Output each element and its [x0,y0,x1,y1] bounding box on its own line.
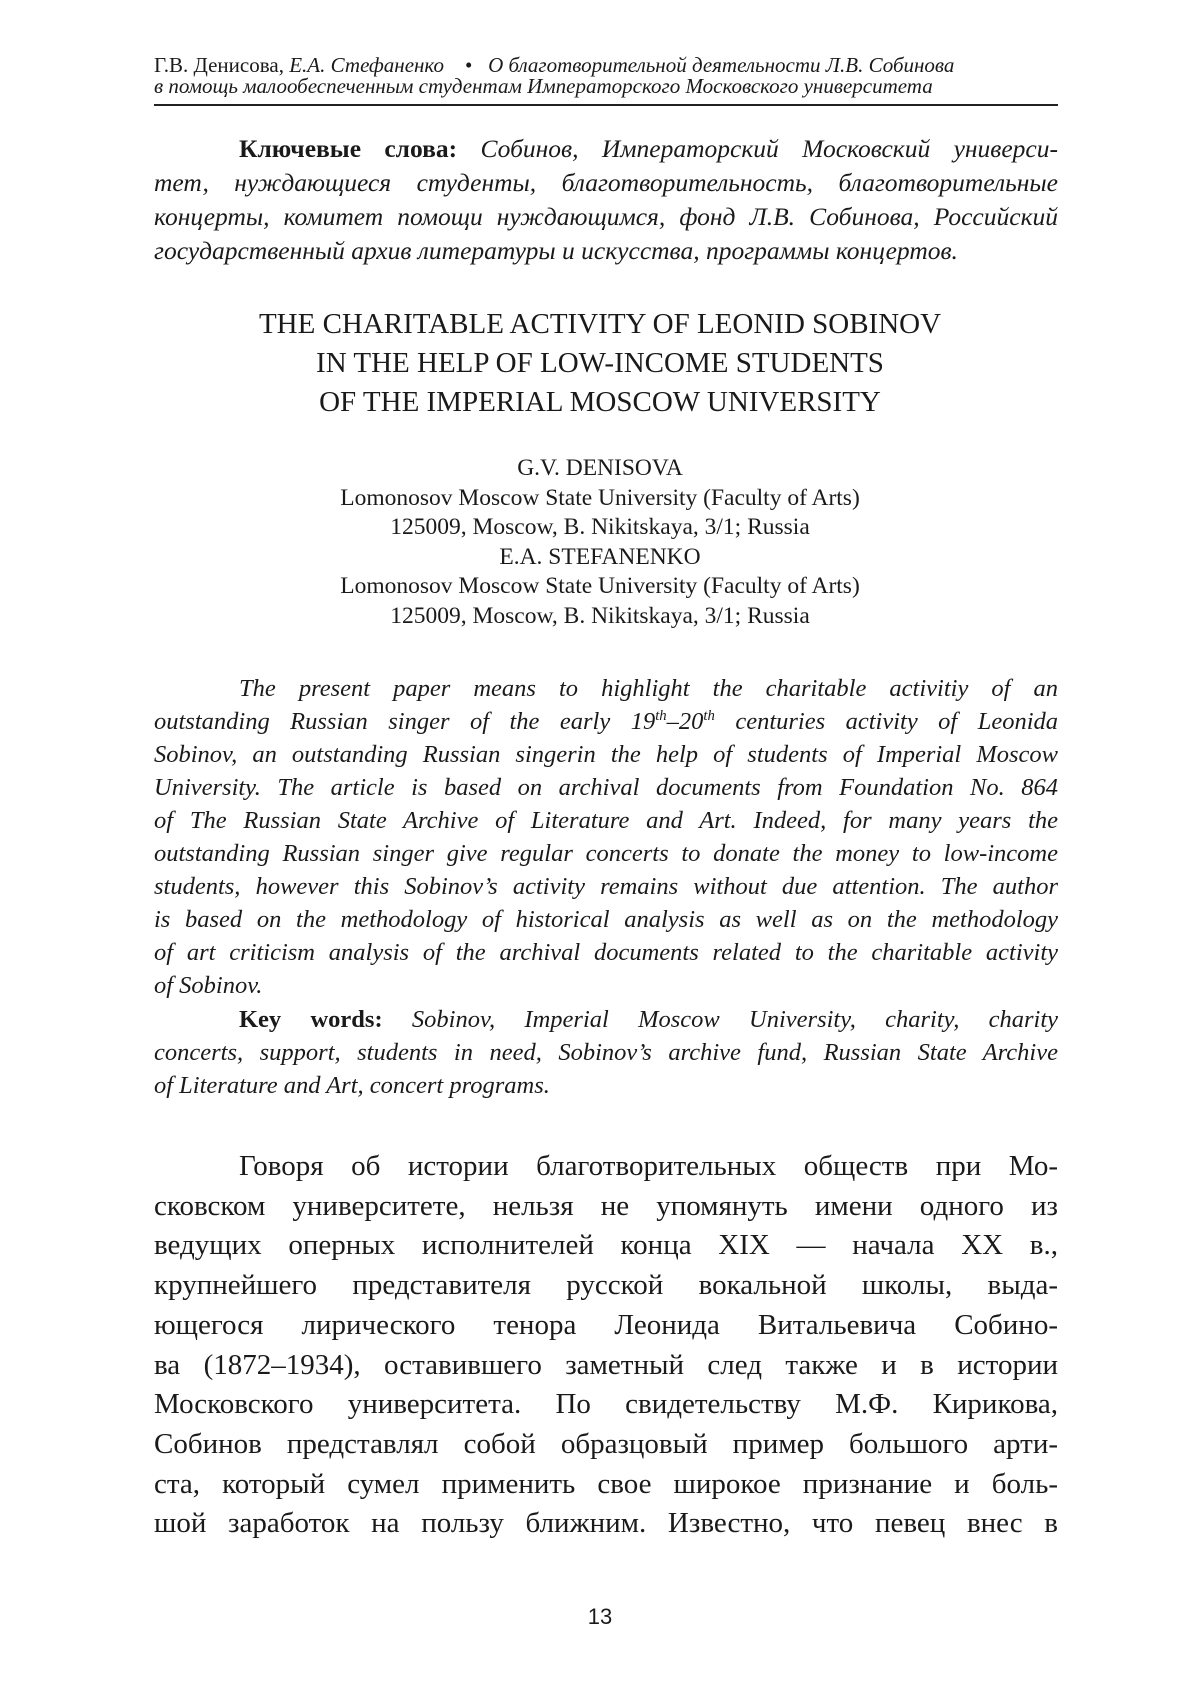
body-line: сковском университете, нельзя не упомянуть имени одного из [154,1187,1058,1227]
abstract-line: students, however this Sobinov’s activity remains without due attention. The author [154,870,1058,903]
keywords-ru-line: тет, нуждающиеся студенты, благотворительность, благотворительные [154,166,1058,200]
title-line: IN THE HELP OF LOW-INCOME STUDENTS [100,344,1100,383]
author-address: 125009, Moscow, B. Nikitskaya, 3/1; Russia [100,513,1100,543]
body-line: Собинов представлял собой образцовый пример большого арти- [154,1425,1058,1465]
abstract-line: outstanding Russian singer give regular concerts to donate the money to low-income [154,837,1058,870]
body-line: Московского университета. По свидетельству М.Ф. Кирикова, [154,1385,1058,1425]
abstract [154,672,1058,1002]
title-line: OF THE IMPERIAL MOSCOW UNIVERSITY [100,383,1100,422]
keywords-ru-line: Собинов, Императорский Московский универси- [480,134,1058,163]
header-title-1: О благотворительной деятельности Л.В. Собинова [488,53,954,77]
header-bullet: • [465,53,472,77]
abstract-line: The present paper means to highlight the charitable activitiy of an [154,672,1058,705]
abstract-line: of The Russian State Archive of Literature and Art. Indeed, for many years the [154,804,1058,837]
keywords-ru-label: Ключевые слова: [239,134,457,163]
keywords-en-line: of Literature and Art, concert programs. [154,1069,1058,1102]
body-line: шой заработок на пользу ближним. Известно, что певец внес в [154,1504,1058,1544]
authors-block [100,454,1100,631]
keywords-en-label: Key words: [239,1006,383,1033]
article-title-en [100,305,1100,422]
author-affiliation: Lomonosov Moscow State University (Faculty of Arts) [100,572,1100,602]
body-line: крупнейшего представителя русской вокальной школы, выда- [154,1266,1058,1306]
running-header [154,55,1058,97]
author-name: E.A. STEFANENKO [100,543,1100,573]
page-number: 13 [0,1604,1200,1630]
header-title-2: в помощь малообеспеченным студентам Императорского Московского университета [154,76,1058,97]
body-line: ста, который сумел применить свое широкое признание и боль- [154,1465,1058,1505]
keywords-en-line: concerts, support, students in need, Sobinov’s archive fund, Russian State Archive [154,1036,1058,1069]
keywords-en [154,1003,1058,1102]
body-line: ва (1872–1934), оставившего заметный след также и в истории [154,1346,1058,1386]
body-line: ведущих оперных исполнителей конца XIX — начала XX в., [154,1226,1058,1266]
body-text [154,1147,1058,1544]
keywords-ru-line: государственный архив литературы и искусства, программы концертов. [154,234,1058,268]
abstract-line: of Sobinov. [154,969,1058,1002]
author-address: 125009, Moscow, B. Nikitskaya, 3/1; Russia [100,602,1100,632]
abstract-line: outstanding Russian singer of the early 19th–20th centuries activity of Leonida [154,705,1058,738]
author-affiliation: Lomonosov Moscow State University (Faculty of Arts) [100,484,1100,514]
abstract-line: of art criticism analysis of the archival documents related to the charitable activity [154,936,1058,969]
header-author-1: Г.В. Денисова, [154,53,284,77]
header-rule [154,104,1058,106]
body-line: ющегося лирического тенора Леонида Витальевича Собино- [154,1306,1058,1346]
title-line: THE CHARITABLE ACTIVITY OF LEONID SOBINOV [100,305,1100,344]
body-line: Говоря об истории благотворительных обществ при Мо- [154,1147,1058,1187]
keywords-ru [154,132,1058,268]
abstract-line: Sobinov, an outstanding Russian singerin the help of students of Imperial Moscow [154,738,1058,771]
abstract-line: is based on the methodology of historical analysis as well as on the methodology [154,903,1058,936]
abstract-line: University. The article is based on archival documents from Foundation No. 864 [154,771,1058,804]
header-author-2: Е.А. Стефаненко [289,53,444,77]
author-name: G.V. DENISOVA [100,454,1100,484]
keywords-en-line: Sobinov, Imperial Moscow University, charity, charity [412,1006,1058,1033]
keywords-ru-line: концерты, комитет помощи нуждающимся, фонд Л.В. Собинова, Российский [154,200,1058,234]
